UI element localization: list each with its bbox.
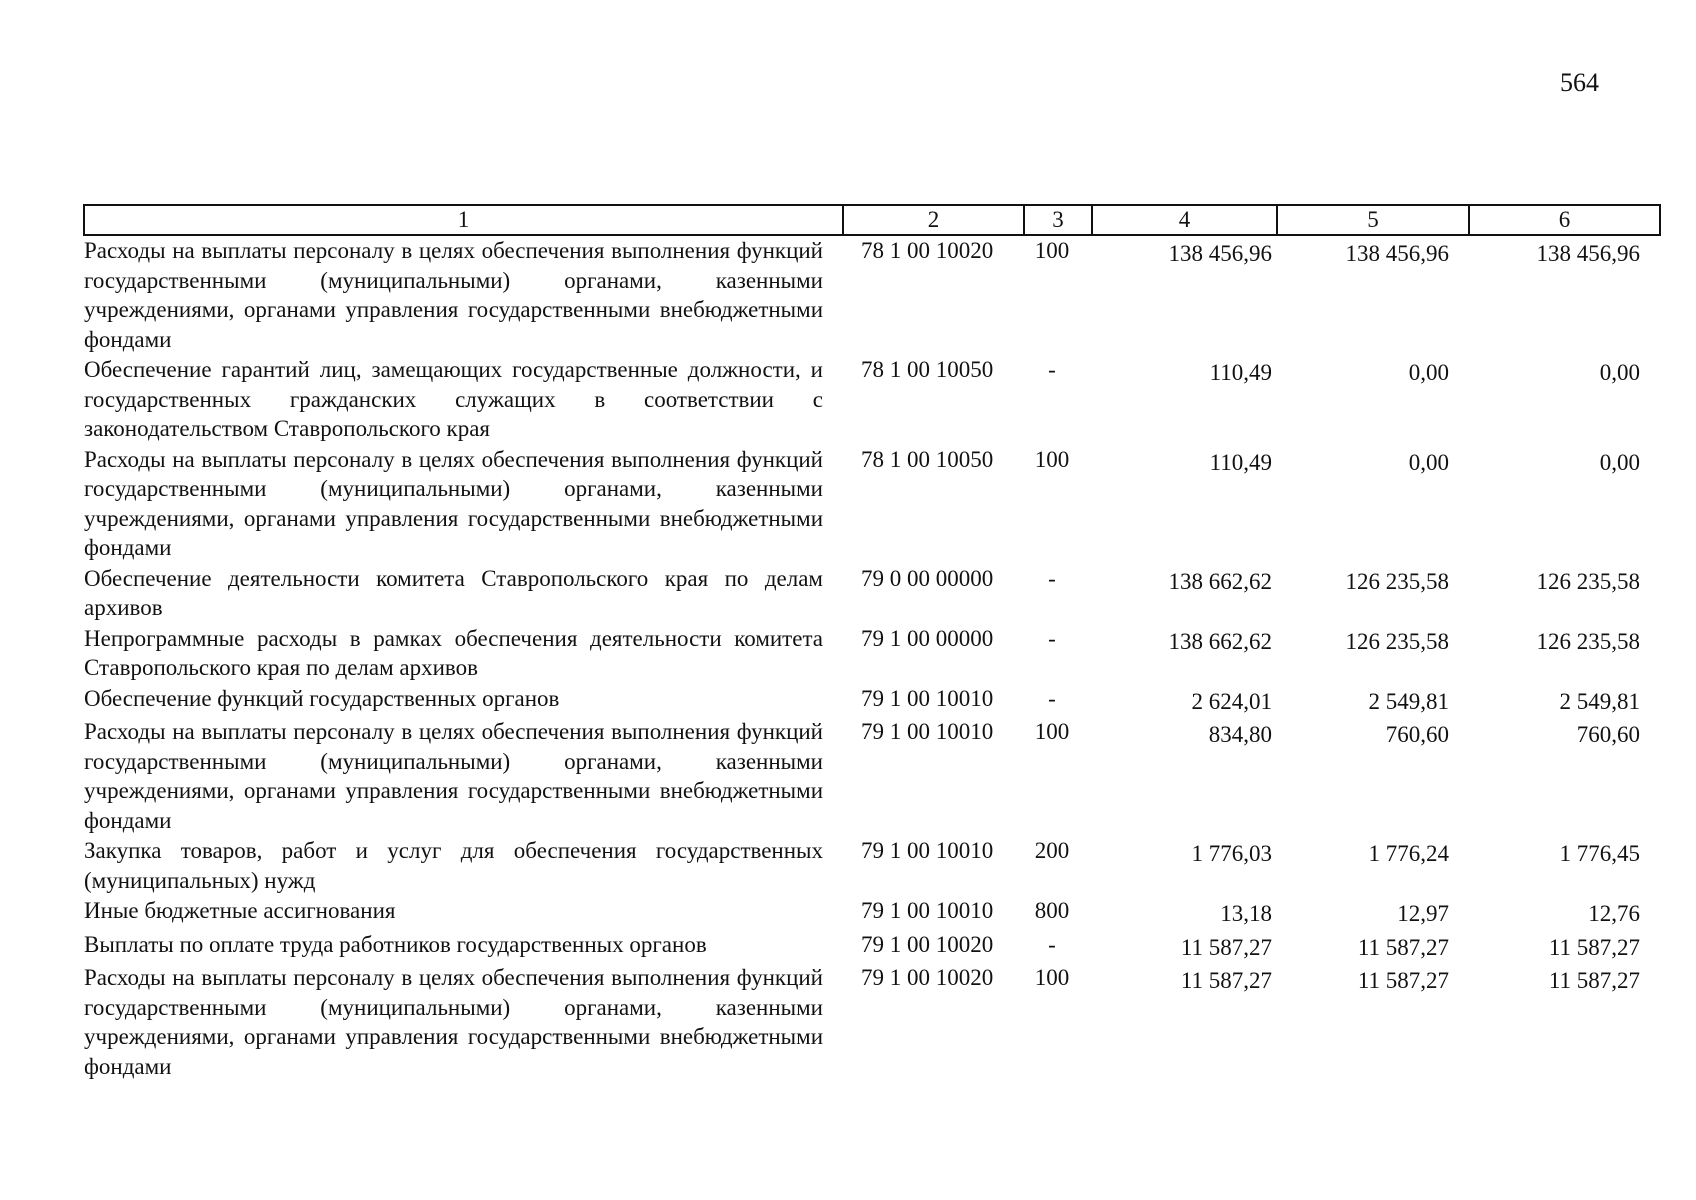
row-value-col4: 834,80 [1208,722,1272,747]
table-row [84,896,1660,930]
row-code: 79 1 00 10010 [861,898,994,923]
table-row [84,836,1660,896]
row-value-col4: 1 776,03 [1191,841,1272,866]
row-value-col5: 2 549,81 [1368,688,1449,714]
row-value-col5: 126 235,58 [1345,628,1449,654]
table-row [84,564,1660,624]
row-code: 79 1 00 10010 [861,838,994,863]
row-code: 79 1 00 10010 [861,685,994,711]
row-value-col5: 11 587,27 [1357,934,1449,960]
row-value-col6: 0,00 [1599,360,1640,385]
row-code: 78 1 00 10020 [861,238,994,263]
row-code: 79 1 00 10010 [861,719,994,744]
table-header-row [84,205,1660,235]
row-name: Расходы на выплаты персоналу в целях обеспечения выполнения функций государственными (муниципальными) органами, казенными учреждениями, органами управления государственными внебюджетными фондами [84,719,823,833]
row-name: Расходы на выплаты персоналу в целях обеспечения выполнения функций государственными (муниципальными) органами, казенными учреждениями, органами управления государственными внебюджетными фондами [84,965,823,1079]
row-value-col6: 11 587,27 [1548,934,1640,960]
row-code: 79 1 00 00000 [861,625,994,651]
row-value-col5: 1 776,24 [1368,841,1449,866]
table-row [84,445,1660,564]
row-name: Непрограммные расходы в рамках обеспечения деятельности комитета Ставропольского края по делам архивов [84,625,823,680]
table-row [84,624,1660,684]
table-row [84,355,1660,445]
row-name: Расходы на выплаты персоналу в целях обеспечения выполнения функций государственными (муниципальными) органами, казенными учреждениями, органами управления государственными внебюджетными фондами [84,238,823,352]
row-value-col4: 13,18 [1220,901,1272,926]
row-value-col4: 2 624,01 [1191,688,1272,714]
row-code: 79 1 00 10020 [861,965,994,990]
row-expense-type: - [1048,931,1056,957]
row-value-col4: 110,49 [1209,449,1272,475]
row-name: Обеспечение деятельности комитета Ставропольского края по делам архивов [84,565,823,620]
row-name: Расходы на выплаты персоналу в целях обеспечения выполнения функций государственными (муниципальными) органами, казенными учреждениями, органами управления государственными внебюджетными фондами [84,446,823,560]
row-name: Обеспечение функций государственных органов [84,685,560,711]
row-expense-type: - [1048,357,1056,382]
column-header-6: 6 [1469,205,1660,235]
table-row [84,235,1660,355]
row-code: 79 1 00 10020 [861,931,994,957]
row-expense-type: 800 [1034,898,1070,923]
row-value-col5: 760,60 [1385,722,1449,747]
table-row [84,963,1660,1082]
row-value-col6: 760,60 [1576,722,1640,747]
row-expense-type: 100 [1034,446,1070,472]
row-expense-type: 100 [1034,965,1070,990]
column-header-3: 3 [1024,205,1092,235]
table-row [84,684,1660,718]
column-header-2: 2 [843,205,1024,235]
column-header-4: 4 [1092,205,1277,235]
table-row [84,930,1660,964]
table-row [84,717,1660,836]
page-number: 564 [1560,68,1599,97]
row-value-col6: 2 549,81 [1559,688,1640,714]
row-value-col6: 126 235,58 [1536,568,1640,594]
row-value-col4: 110,49 [1209,360,1272,385]
row-value-col5: 0,00 [1408,449,1449,475]
column-header-1: 1 [84,205,843,235]
row-name: Закупка товаров, работ и услуг для обеспечения государственных (муниципальных) нужд [84,838,823,893]
budget-table [83,204,1661,1082]
row-value-col4: 11 587,27 [1180,934,1272,960]
row-value-col4: 138 662,62 [1168,568,1272,594]
row-value-col6: 138 456,96 [1536,241,1640,266]
row-expense-type: - [1048,625,1056,651]
row-value-col6: 12,76 [1588,901,1640,926]
row-code: 78 1 00 10050 [861,357,994,382]
row-code: 78 1 00 10050 [861,446,994,472]
row-value-col6: 126 235,58 [1536,628,1640,654]
row-value-col5: 138 456,96 [1345,241,1449,266]
row-value-col5: 11 587,27 [1357,968,1449,993]
row-value-col5: 126 235,58 [1345,568,1449,594]
row-name: Выплаты по оплате труда работников государственных органов [84,931,707,957]
row-expense-type: 200 [1034,838,1070,863]
row-code: 79 0 00 00000 [861,565,994,591]
row-value-col5: 0,00 [1408,360,1449,385]
row-expense-type: - [1048,565,1056,591]
row-value-col4: 11 587,27 [1180,968,1272,993]
row-value-col4: 138 662,62 [1168,628,1272,654]
row-value-col6: 0,00 [1599,449,1640,475]
row-name: Обеспечение гарантий лиц, замещающих государственные должности, и государственных гражданских служащих в соответствии с законодательством Ставропольского края [84,357,823,441]
row-value-col6: 11 587,27 [1548,968,1640,993]
row-expense-type: - [1048,685,1056,711]
row-name: Иные бюджетные ассигнования [84,898,396,923]
row-value-col5: 12,97 [1397,901,1449,926]
column-header-5: 5 [1277,205,1469,235]
row-value-col4: 138 456,96 [1168,241,1272,266]
row-value-col6: 1 776,45 [1559,841,1640,866]
row-expense-type: 100 [1034,238,1070,263]
row-expense-type: 100 [1034,719,1070,744]
